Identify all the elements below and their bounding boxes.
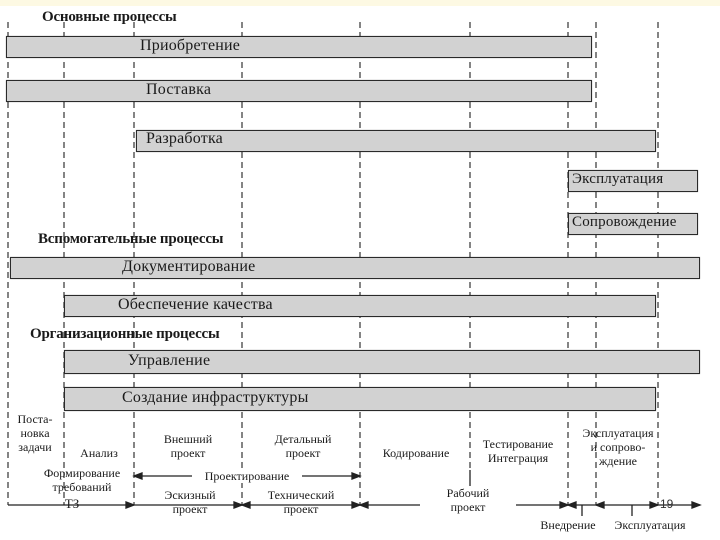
stage-tz: ТЗ bbox=[64, 496, 80, 511]
timeline-arrow-9 bbox=[650, 502, 658, 508]
stage-design: Проектирование bbox=[192, 469, 302, 483]
bar-label-operation: Эксплуатация bbox=[572, 171, 664, 187]
heading-org-processes: Организационные процессы bbox=[30, 326, 220, 342]
bar-label-maintenance: Сопровождение bbox=[572, 214, 677, 230]
stage-deploy: Внедрение bbox=[540, 518, 596, 532]
stage-requirements: Формирование требований bbox=[43, 466, 121, 494]
bar-label-supply: Поставка bbox=[146, 81, 212, 98]
stage-ops: Эксплуатация bbox=[614, 518, 686, 532]
heading-main-processes: Основные процессы bbox=[42, 9, 177, 25]
stage-ops-maint: Эксплуатация и сопрово- ждение bbox=[582, 426, 654, 468]
heading-support-processes: Вспомогательные процессы bbox=[38, 231, 224, 247]
timeline-arrow-10 bbox=[692, 502, 700, 508]
timeline-arrow-8 bbox=[596, 502, 604, 508]
stage-coding: Кодирование bbox=[382, 446, 450, 460]
stage-detailed: Детальный проект bbox=[274, 432, 332, 460]
bar-label-management: Управление bbox=[128, 352, 211, 369]
bar-label-documentation: Документирование bbox=[122, 258, 256, 275]
timeline-arrow-7 bbox=[568, 502, 576, 508]
timeline-arrow-5 bbox=[360, 502, 368, 508]
bar-label-quality: Обеспечение качества bbox=[118, 296, 273, 313]
bar-label-acquisition: Приобретение bbox=[140, 37, 241, 54]
stage-problem: Поста- новка задачи bbox=[17, 412, 53, 454]
bar-supply bbox=[6, 80, 592, 102]
bar-acquisition bbox=[6, 36, 592, 58]
bar-label-infrastructure: Создание инфраструктуры bbox=[122, 389, 309, 406]
bar-documentation bbox=[10, 257, 700, 279]
stage-testing: Тестирование Интеграция bbox=[482, 437, 554, 465]
page-number: 19 bbox=[660, 497, 674, 511]
design-arrow-right-head bbox=[352, 473, 360, 479]
stage-analysis: Анализ bbox=[80, 446, 118, 460]
stage-working: Рабочий проект bbox=[420, 486, 516, 514]
timeline-arrow-1 bbox=[126, 502, 134, 508]
stage-external: Внешний проект bbox=[163, 432, 213, 460]
bar-label-development: Разработка bbox=[146, 130, 223, 147]
stage-sketch: Эскизный проект bbox=[164, 488, 216, 516]
stage-technical: Технический проект bbox=[267, 488, 335, 516]
